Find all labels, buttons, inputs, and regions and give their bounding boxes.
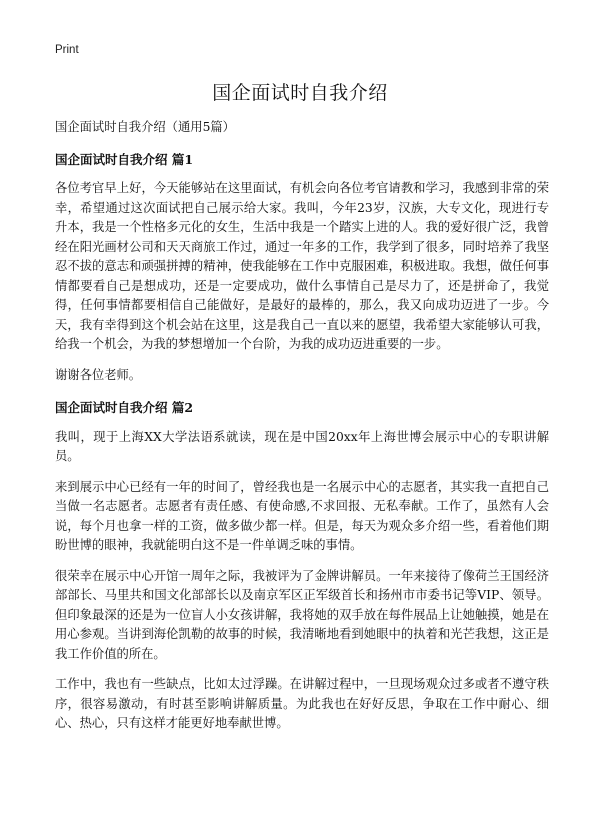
section-heading: 国企面试时自我介绍 篇2: [55, 400, 194, 415]
paragraph: 工作中，我也有一些缺点，比如太过浮躁。在讲解过程中，一旦现场观众过多或者不遵守秩序，很容易激动，有时甚至影响讲解质量。为此我也在好好反思，争取在工作中耐心、细心、热心，只有这样才能更好地奉献世博。: [55, 677, 549, 730]
paragraph: 我叫，现于上海XX大学法语系就读，现在是中国20xx年上海世博会展示中心的专职讲解员。: [55, 429, 549, 463]
document-subtitle: 国企面试时自我介绍（通用5篇）: [55, 120, 235, 134]
paragraph: 谢谢各位老师。: [55, 367, 142, 382]
section-heading: 国企面试时自我介绍 篇1: [55, 151, 194, 167]
print-link[interactable]: Print: [55, 44, 79, 56]
document-body: [55, 118, 549, 745]
paragraph: 很荣幸在展示中心开馆一周年之际，我被评为了金牌讲解员。一年来接待了像荷兰王国经济部部长、马里共和国文化部部长以及南京军区正军级首长和扬州市市委书记等VIP、领导。但印象最深的还是为一位盲人小女孩讲解，我将她的双手放在每件展品上让她触摸，她是在用心参观。当讲到海伦凯勒的故事的时候，我清晰地看到她眼中的执着和光芒我想，这正是我工作价值的所在。: [55, 568, 549, 661]
page-title: 国企面试时自我介绍: [212, 82, 388, 104]
paragraph: 来到展示中心已经有一年的时间了，曾经我也是一名展示中心的志愿者，其实我一直把自己当做一名志愿者。志愿者有责任感、有使命感,不求回报、无私奉献。工作了，虽然有人会说，每个月也拿一样的工资，做多做少都一样。但是，每天为观众多介绍一些，看着他们期盼世博的眼神，我就能明白这不是一件单调乏味的事情。: [55, 479, 549, 552]
paragraph: 各位考官早上好，今天能够站在这里面试，有机会向各位考官请教和学习，我感到非常的荣幸，希望通过这次面试把自己展示给大家。我叫，今年23岁，汉族，大专文化，现进行专升本，我是一个性格多元化的女生，生活中我是一个踏实上进的人。我的爱好很广泛，我曾经在阳光画材公司和天天商旅工作过，通过一年多的工作，我学到了很多，同时培养了我坚忍不拔的意志和顽强拼搏的精神，使我能够在工作中克服困难，积极进取。我想，做任何事情都要看自己是想成功，还是一定要成功，做什么事情自己是尽力了，还是拼命了，我觉得，任何事情都要相信自己能做好，是最好的最棒的，那么，我又向成功迈进了一步。今天，我有幸得到这个机会站在这里，这是我自己一直以来的愿望，我希望大家能够认可我，给我一个机会，为我的梦想增加一个台阶，为我的成功迈进重要的一步。: [55, 181, 549, 351]
